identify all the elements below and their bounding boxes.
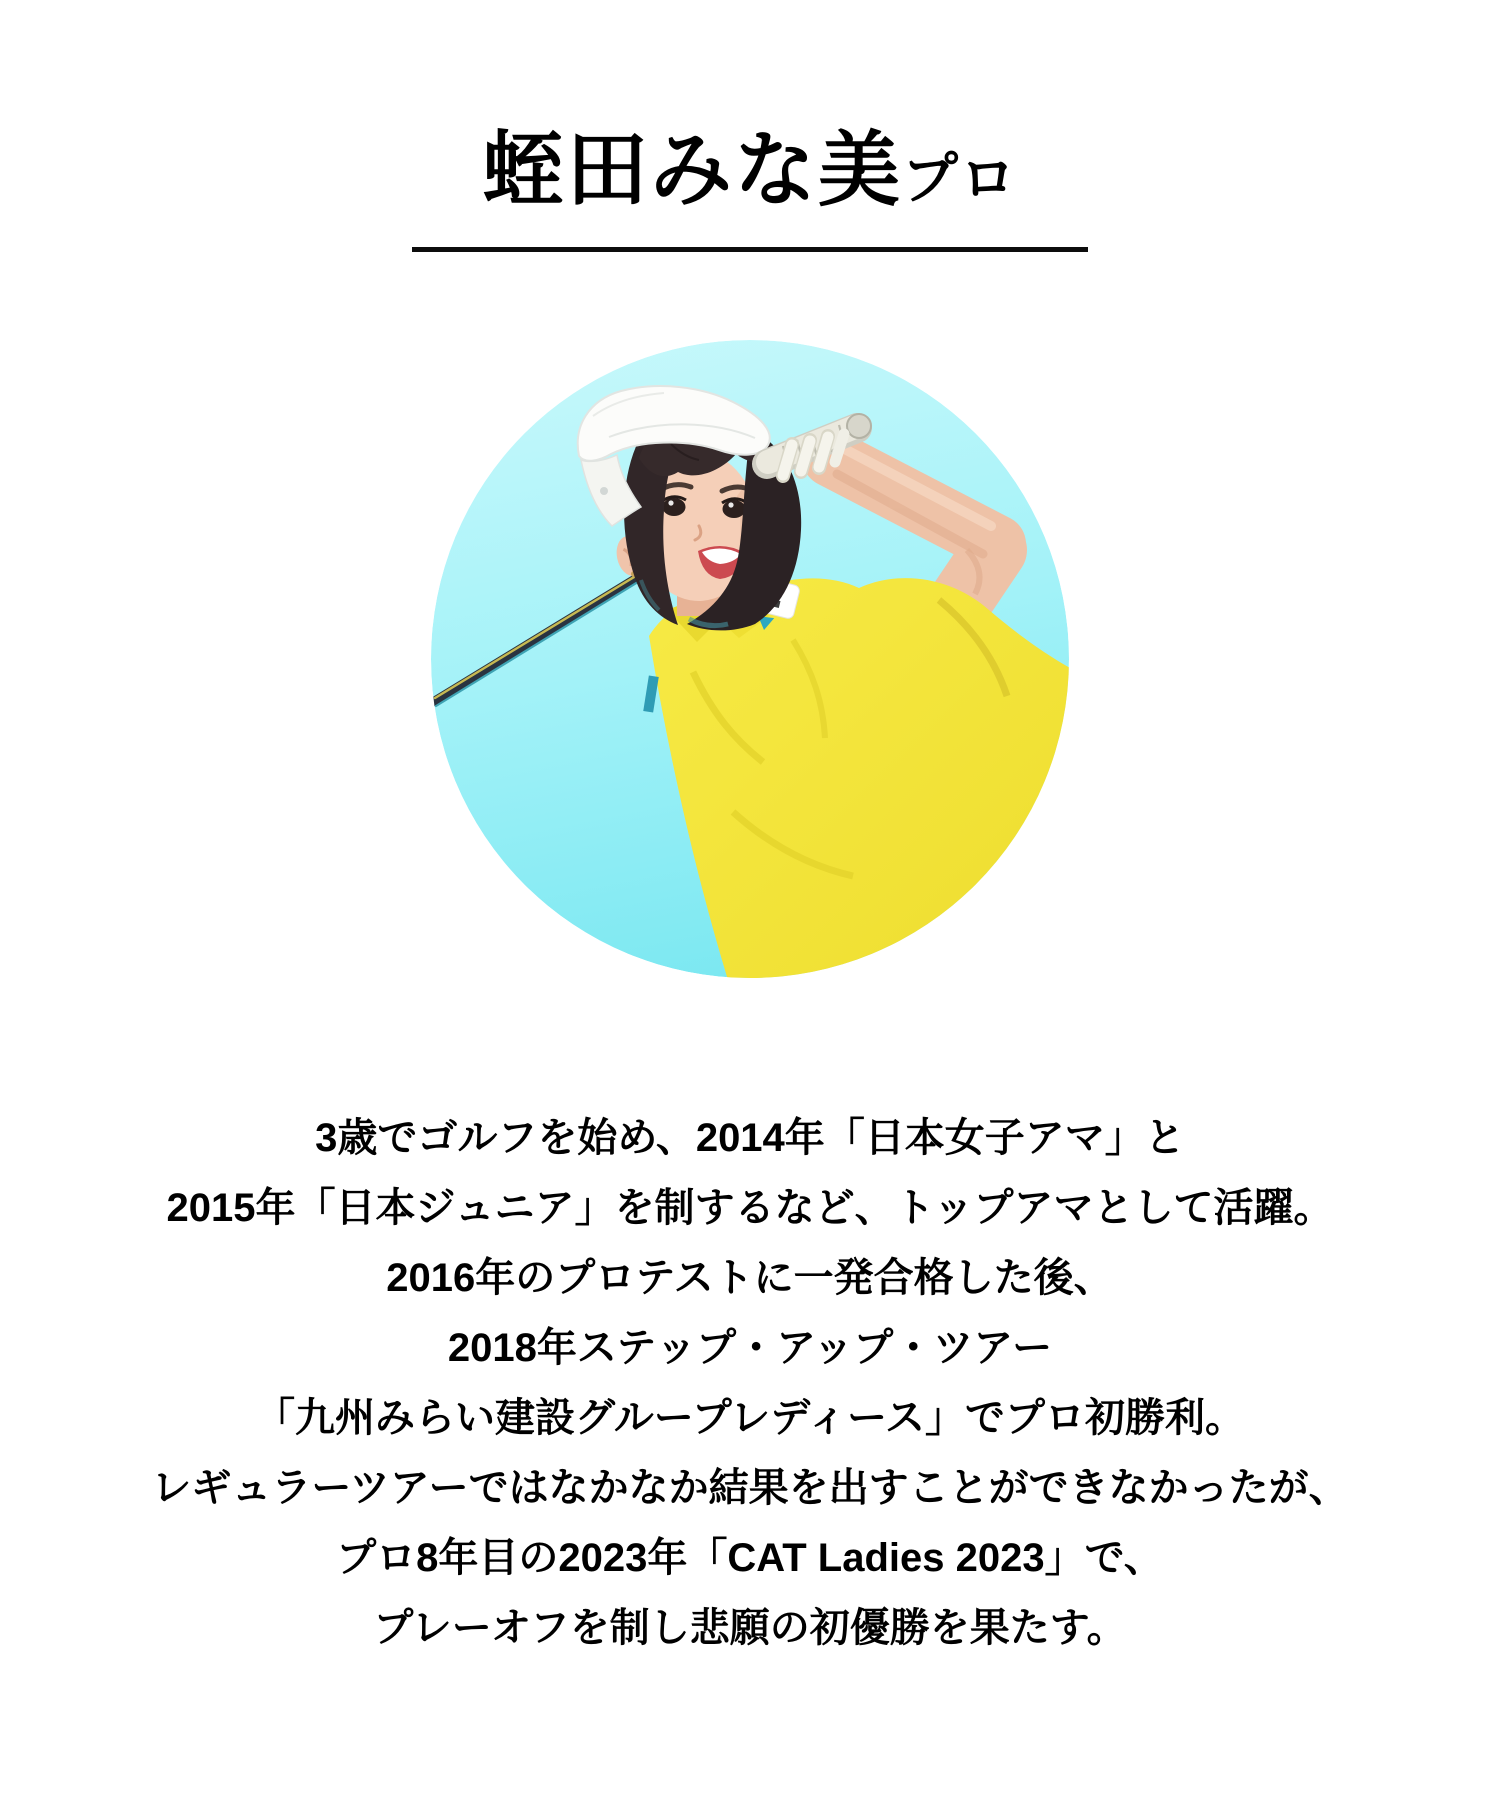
golfer-photo xyxy=(431,340,1069,978)
bio-line-1: 3歳でゴルフを始め、2014年「日本女子アマ」と xyxy=(315,1116,1185,1160)
bio-text xyxy=(0,1103,1500,1663)
golfer-name: 蛭田みな美 xyxy=(481,125,902,216)
pro-label: プロ xyxy=(902,147,1018,210)
bio-line-3: 2016年のプロテストに一発合格した後、 xyxy=(386,1256,1114,1300)
bio-line-4: 2018年ステップ・アップ・ツアー xyxy=(447,1326,1053,1370)
bio-line-8: プレーオフを制し悲願の初優勝を果たす。 xyxy=(373,1606,1127,1650)
title-underline xyxy=(412,247,1088,252)
page-title xyxy=(0,125,1500,216)
bio-line-2: 2015年「日本ジュニア」を制するなど、トップアマとして活躍。 xyxy=(166,1186,1334,1230)
bio-line-7: プロ8年目の2023年「CAT Ladies 2023」で、 xyxy=(336,1536,1164,1580)
bio-line-6: レギュラーツアーではなかなか結果を出すことができなかったが、 xyxy=(151,1466,1349,1510)
golfer-portrait-illustration xyxy=(431,340,1069,978)
bio-line-5: 「九州みらい建設グループレディース」でプロ初勝利。 xyxy=(255,1396,1245,1440)
